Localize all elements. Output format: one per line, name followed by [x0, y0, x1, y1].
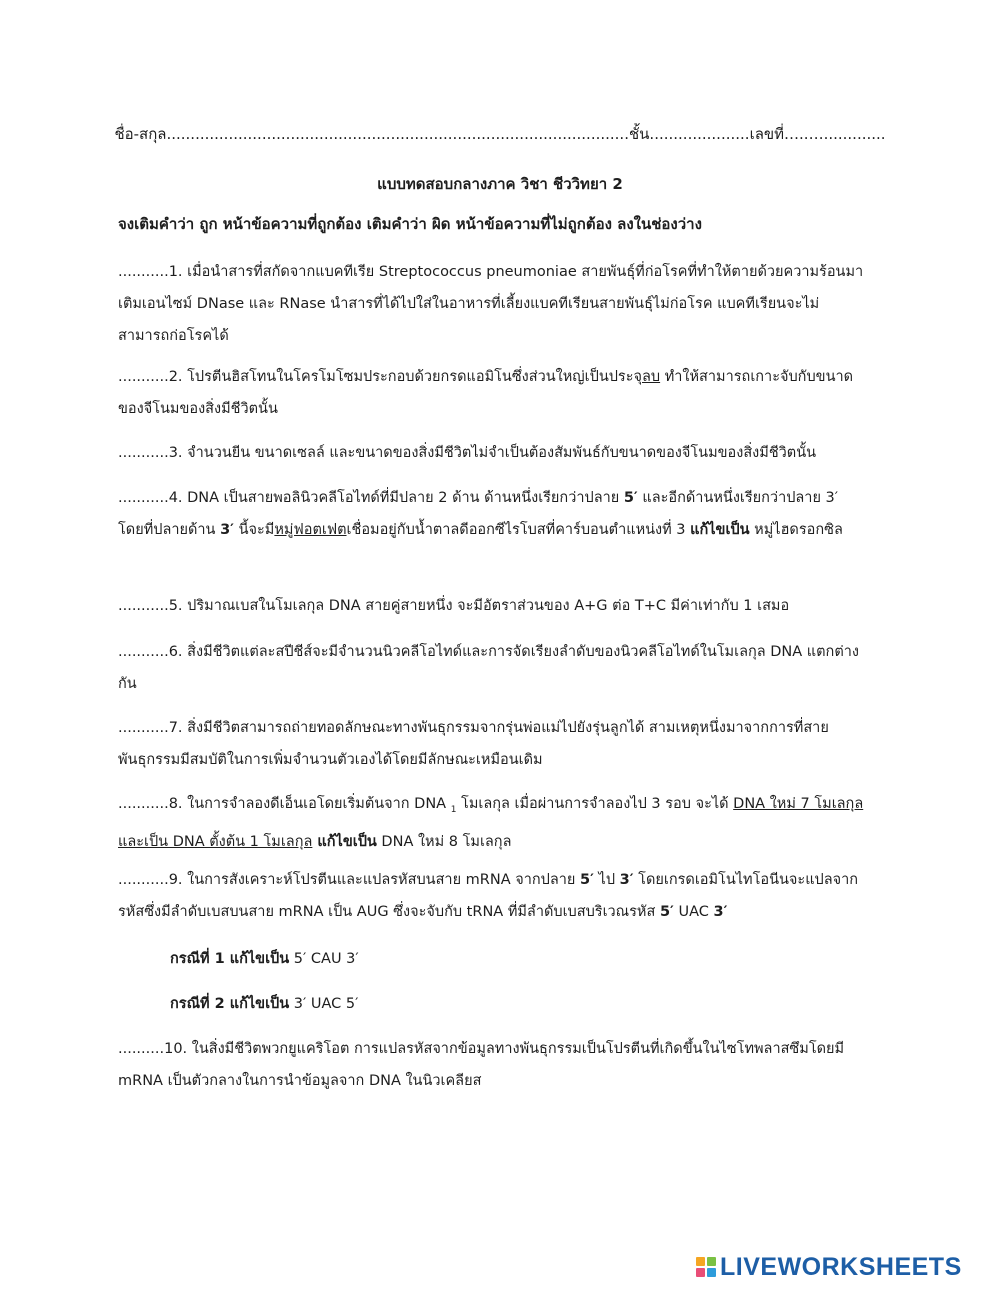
question-10: ..........10. ในสิ่งมีชีวิตพวกยูแคริโอต การแปลรหัสจากข้อมูลทางพันธุกรรมเป็นโปรตีนที่เกิดขึ้นในไซโทพลาสซึมโดยมี mRNA เป็นตัวกลางในการนำข้อมูลจาก DNA ในนิวเคลียส [118, 1041, 845, 1089]
question-2: ...........2. โปรตีนฮิสโทนในโครโมโซมประกอบด้วยกรดแอมิโนซึ่งส่วนใหญ่เป็นประจุลบ ทำให้สามารถเกาะจับกับขนาดของจีโนมของสิ่งมีชีวิตนั้น [118, 369, 854, 417]
student-info-line [0, 122, 1000, 146]
number-label: เลขที่ [749, 125, 785, 143]
case-1: กรณีที่ 1 แก้ไขเป็น 5′ CAU 3′ [170, 951, 359, 967]
worksheet-title: แบบทดสอบกลางภาค วิชา ชีววิทยา 2 [377, 175, 623, 193]
case-2: กรณีที่ 2 แก้ไขเป็น 3′ UAC 5′ [170, 996, 359, 1012]
name-blank[interactable]: ................................................................................................. [166, 125, 629, 143]
question-1: ...........1. เมื่อนำสารที่สกัดจากแบคทีเรีย Streptococcus pneumoniae สายพันธุ์ที่ก่อโรคที่ทำให้ตายด้วยความร้อนมาเติมเอนไซม์ DNase และ RNase นำสารที่ได้ไปใส่ในอาหารที่เลี้ยงแบคทีเรียนสายพันธุ์ไม่ก่อโรค แบคทีเรียนจะไม่สามารถก่อโรคได้ [118, 264, 864, 344]
class-blank[interactable]: ..................... [649, 125, 750, 143]
logo-grid-icon [696, 1257, 716, 1277]
question-8: ...........8. ในการจำลองดีเอ็นเอโดยเริ่มต้นจาก DNA $_1$ โมเลกุล เมื่อผ่านการจำลองไป 3 รอบ จะได้ DNA ใหม่ 7 โมเลกุล และเป็น DNA ตั้งต้น 1 โมเลกุล แก้ไขเป็น DNA ใหม่ 8 โมเลกุล [118, 796, 864, 850]
class-label: ชั้น [628, 125, 650, 143]
instruction: จงเติมคำว่า ถูก หน้าข้อความที่ถูกต้อง เติมคำว่า ผิด หน้าข้อความที่ไม่ถูกต้อง ลงในช่องว่าง [118, 215, 702, 233]
brand-name: LIVEWORKSHEETS [720, 1252, 962, 1281]
question-7: ...........7. สิ่งมีชีวิตสามารถถ่ายทอดลักษณะทางพันธุกรรมจากรุ่นพ่อแม่ไปยังรุ่นลูกได้ สามเหตุหนึ่งมาจากการที่สายพันธุกรรมมีสมบัติในการเพิ่มจำนวนตัวเองได้โดยมีลักษณะเหมือนเดิม [118, 720, 829, 768]
question-9: ...........9. ในการสังเคราะห์โปรตีนและแปลรหัสบนสาย mRNA จากปลาย 5′ ไป 3′ โดยเกรดเอมิโนไทโอนีนจะแปลจากรหัสซึ่งมีลำดับเบสบนสาย mRNA เป็น AUG ซึ่งจะจับกับ tRNA ที่มีลำดับเบสบริเวณรหัส 5′ UAC 3′ [118, 872, 859, 920]
question-3: ...........3. จำนวนยีน ขนาดเซลล์ และขนาดของสิ่งมีชีวิตไม่จำเป็นต้องสัมพันธ์กับขนาดของจีโนมของสิ่งมีชีวิตนั้น [118, 445, 817, 461]
number-blank[interactable]: …..…............. [784, 125, 886, 143]
question-6: ...........6. สิ่งมีชีวิตแต่ละสปีชีส์จะมีจำนวนนิวคลีโอไทด์และการจัดเรียงลำดับของนิวคลีโอไทด์ในโมเลกุล DNA แตกต่างกัน [118, 644, 859, 692]
question-5: ...........5. ปริมาณเบสในโมเลกุล DNA สายคู่สายหนึ่ง จะมีอัตราส่วนของ A+G ต่อ T+C มีค่าเท่ากับ 1 เสมอ [118, 598, 790, 614]
liveworksheets-logo [696, 1252, 962, 1282]
question-4: ...........4. DNA เป็นสายพอลินิวคลีโอไทด์ที่มีปลาย 2 ด้าน ด้านหนึ่งเรียกว่าปลาย 5′ และอีกด้านหนึ่งเรียกว่าปลาย 3′ โดยที่ปลายด้าน 3′ นี้จะมีหมู่ฟอตเฟตเชื่อมอยู่กับน้ำตาลดีออกซีไรโบสที่คาร์บอนตำแหน่งที่ 3 แก้ไขเป็น หมู่ไฮดรอกซิล [118, 490, 843, 538]
name-label: ชื่อ-สกุล [114, 125, 167, 143]
